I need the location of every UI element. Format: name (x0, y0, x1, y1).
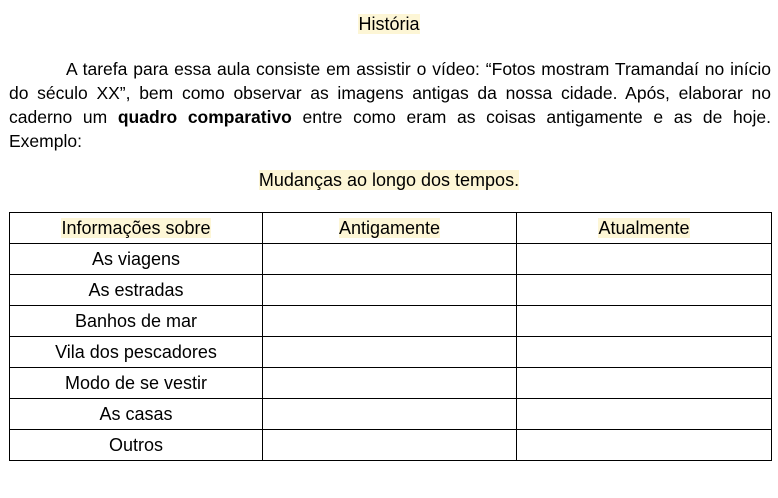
past-cell (263, 275, 517, 306)
instruction-paragraph (9, 57, 771, 153)
past-cell (263, 368, 517, 399)
past-cell (263, 430, 517, 461)
comparison-table (9, 212, 772, 461)
header-past-text: Antigamente (338, 218, 441, 238)
past-cell (263, 337, 517, 368)
row-label-cell: Vila dos pescadores (10, 337, 263, 368)
table-row (10, 368, 772, 399)
present-cell (517, 430, 772, 461)
table-title-text: Mudanças ao longo dos tempos. (258, 170, 520, 190)
past-cell (263, 399, 517, 430)
present-cell (517, 337, 772, 368)
header-cell-past (263, 213, 517, 244)
table-header-row (10, 213, 772, 244)
row-label-cell: Outros (10, 430, 263, 461)
row-label-cell: As viagens (10, 244, 263, 275)
paragraph-text-start: A tarefa para essa aula consiste em assistir o vídeo: “Fotos mostram Tramandaí no início do século XX”, bem como observar as imagens antigas da nossa cidade. Após, elaborar no caderno um (9, 59, 771, 127)
header-present-text: Atualmente (598, 218, 690, 238)
table-row (10, 399, 772, 430)
row-label-cell: Banhos de mar (10, 306, 263, 337)
header-cell-present (517, 213, 772, 244)
table-row (10, 430, 772, 461)
present-cell (517, 244, 772, 275)
present-cell (517, 275, 772, 306)
present-cell (517, 306, 772, 337)
table-row (10, 244, 772, 275)
paragraph-text-end: entre como eram as coisas antigamente e as de hoje. Exemplo: (9, 107, 771, 151)
document-title (0, 12, 778, 36)
header-topic-text: Informações sobre (61, 218, 211, 238)
document-title-text: História (358, 14, 420, 34)
row-label-cell: As estradas (10, 275, 263, 306)
present-cell (517, 368, 772, 399)
table-row (10, 275, 772, 306)
table-row (10, 306, 772, 337)
paragraph-bold-text: quadro comparativo (117, 107, 292, 127)
table-row (10, 337, 772, 368)
row-label-cell: As casas (10, 399, 263, 430)
header-cell-topic (10, 213, 263, 244)
past-cell (263, 244, 517, 275)
row-label-cell: Modo de se vestir (10, 368, 263, 399)
present-cell (517, 399, 772, 430)
table-title (0, 168, 778, 192)
past-cell (263, 306, 517, 337)
